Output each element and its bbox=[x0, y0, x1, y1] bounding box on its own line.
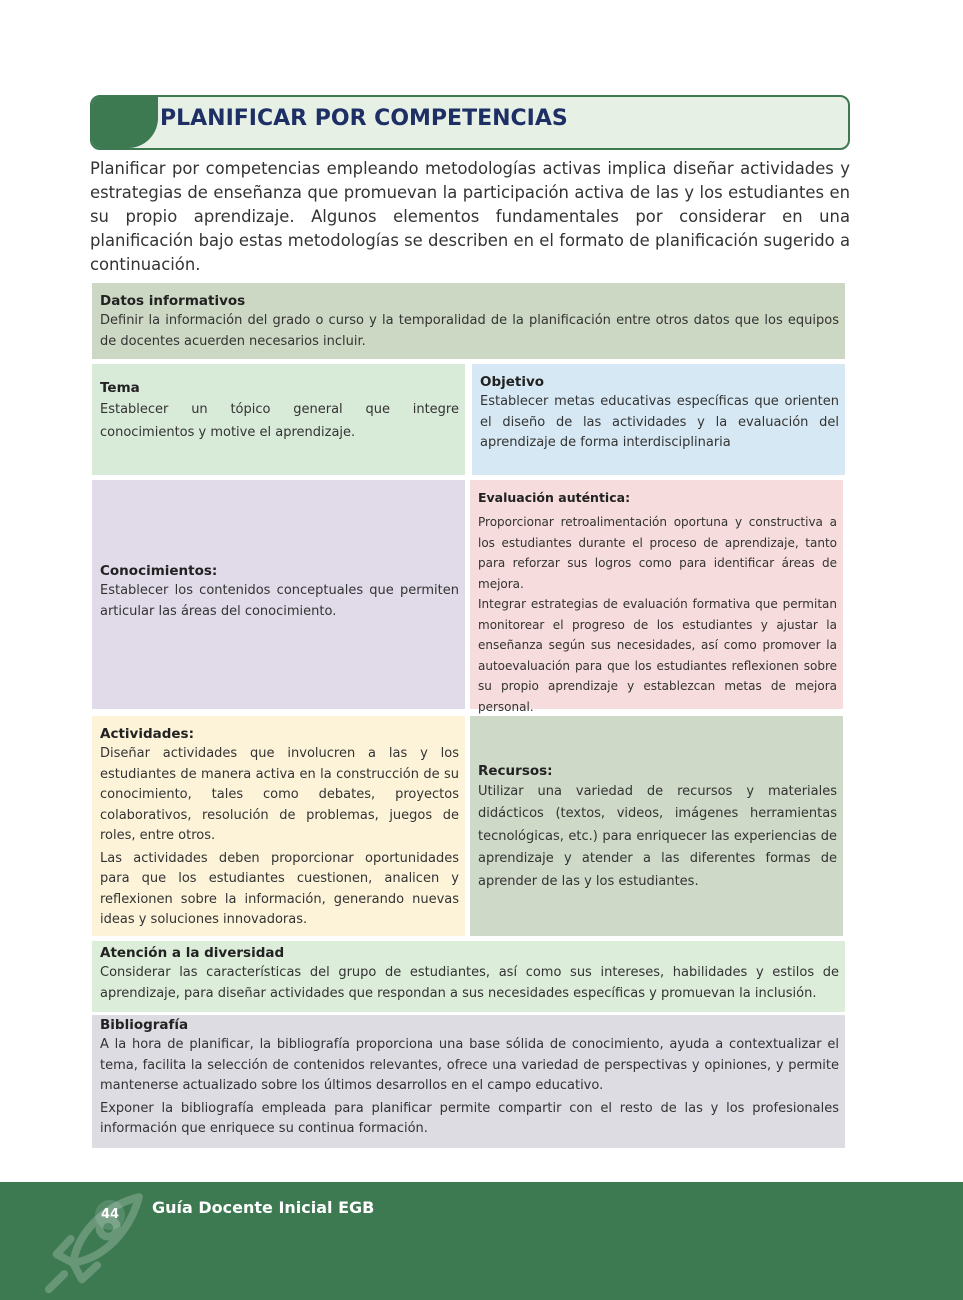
page-number: 44 bbox=[95, 1200, 125, 1230]
box-text: Establecer metas educativas específicas que orienten el diseño de las actividades y la evaluación del aprendizaje de forma interdisciplinaria bbox=[480, 394, 839, 450]
box-text: Diseñar actividades que involucren a las y los estudiantes de manera activa en la construcción de su conocimiento, tales como debates, proyectos colaborativos, resolución de problemas, juegos de roles, entre otros. bbox=[100, 746, 459, 843]
box-objetivo bbox=[472, 364, 845, 475]
box-title: Datos informativos bbox=[100, 293, 246, 309]
page-title: PLANIFICAR POR COMPETENCIAS bbox=[160, 106, 568, 131]
intro-paragraph: Planificar por competencias empleando metodologías activas implica diseñar actividades y estrategias de enseñanza que promuevan la participación activa de las y los estudiantes en su propio aprendizaje. Algunos elementos fundamentales por considerar en una planificación bajo estas metodologías se describen en el formato de planificación sugerido a continuación. bbox=[90, 159, 850, 274]
box-title: Objetivo bbox=[480, 374, 545, 390]
box-text: Proporcionar retroalimentación oportuna y constructiva a los estudiantes durante el proceso de aprendizaje, tanto para reforzar sus logros como para identificar áreas de mejora. bbox=[478, 515, 837, 591]
box-text: Exponer la bibliografía empleada para planificar permite compartir con el resto de las y los profesionales información que enriquece su continua formación. bbox=[100, 1100, 839, 1136]
box-atencion-diversidad bbox=[92, 941, 845, 1012]
box-title: Evaluación auténtica: bbox=[478, 490, 631, 505]
box-text: Establecer un tópico general que integre conocimientos y motive el aprendizaje. bbox=[100, 402, 459, 440]
box-title: Atención a la diversidad bbox=[100, 945, 285, 961]
box-title: Conocimientos: bbox=[100, 563, 218, 579]
box-text: Considerar las características del grupo de estudiantes, así como sus intereses, habilidades y estilos de aprendizaje, para diseñar actividades que respondan a sus necesidades específicas y promuevan la inclusión. bbox=[100, 965, 839, 1001]
box-text: Definir la información del grado o curso y la temporalidad de la planificación entre otros datos que los equipos de docentes acuerden necesarios incluir. bbox=[100, 313, 839, 349]
box-title: Bibliografía bbox=[100, 1017, 189, 1033]
box-conocimientos bbox=[92, 480, 465, 709]
box-text: A la hora de planificar, la bibliografía proporciona una base sólida de conocimiento, ayuda a contextualizar el tema, facilita la selección de contenidos relevantes, ofrece una variedad de perspectivas y opiniones, y permite mantenerse actualizado sobre los últimos desarrollos en el campo educativo. bbox=[100, 1037, 839, 1093]
box-recursos bbox=[470, 716, 843, 936]
box-text: Las actividades deben proporcionar oportunidades para que los estudiantes cuestionen, analicen y reflexionen sobre la información, generando nuevas ideas y soluciones innovadoras. bbox=[100, 850, 459, 927]
box-datos-informativos bbox=[92, 283, 845, 359]
box-title: Actividades: bbox=[100, 726, 194, 742]
box-text: Establecer los contenidos conceptuales que permiten articular las áreas del conocimiento. bbox=[100, 583, 459, 619]
footer-title: Guía Docente Inicial EGB bbox=[152, 1198, 375, 1217]
box-bibliografia bbox=[92, 1015, 845, 1148]
box-text: Integrar estrategias de evaluación formativa que permitan monitorear el progreso de los estudiantes y ajustar la enseñanza según sus necesidades, así como promover la autoevaluación para que los estudiantes reflexionen sobre su propio aprendizaje y establezcan metas de mejora personal. bbox=[478, 597, 837, 714]
box-text: Utilizar una variedad de recursos y materiales didácticos (textos, videos, imágenes herramientas tecnológicas, etc.) para enriquecer las experiencias de aprendizaje y atender a las diferentes formas de aprender de las y los estudiantes. bbox=[478, 783, 837, 889]
rocket-icon bbox=[40, 1186, 150, 1296]
box-title: Recursos: bbox=[478, 762, 553, 779]
banner-tab bbox=[92, 97, 158, 148]
box-actividades bbox=[92, 716, 465, 936]
section-banner bbox=[90, 95, 850, 150]
box-tema bbox=[92, 364, 465, 475]
box-evaluacion-autentica bbox=[470, 480, 843, 714]
box-title: Tema bbox=[100, 380, 140, 396]
